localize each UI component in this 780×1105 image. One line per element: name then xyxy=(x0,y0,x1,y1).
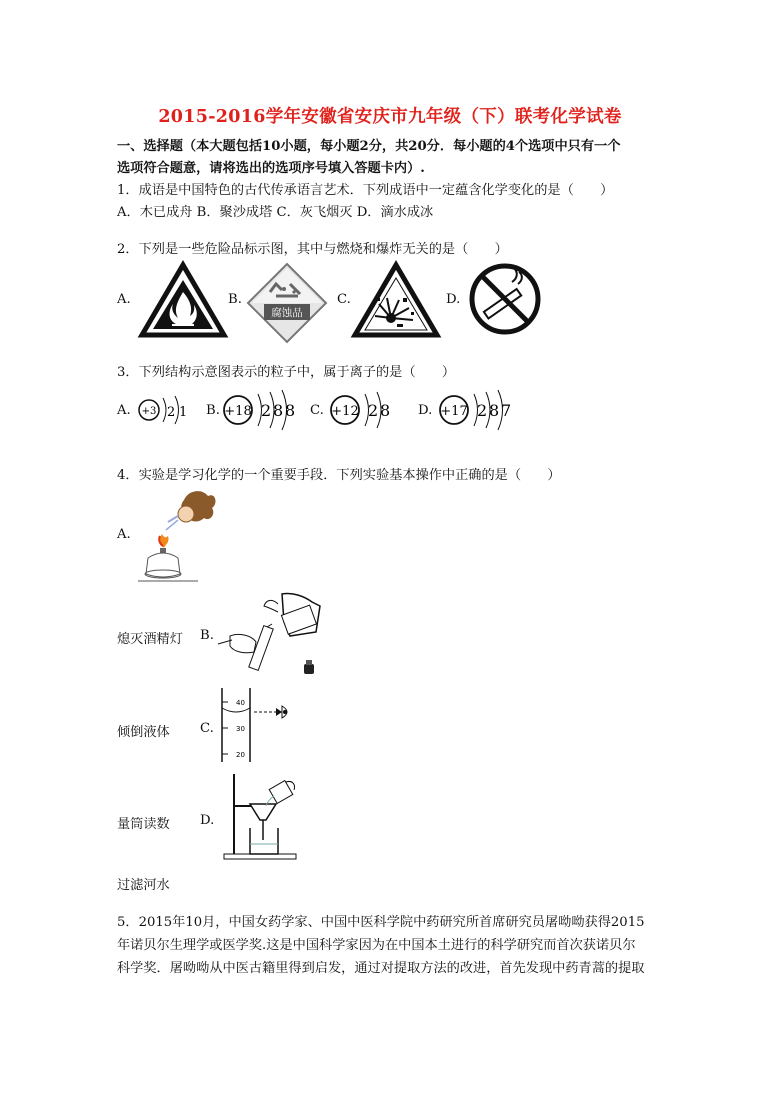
q5-line2: 年诺贝尔生理学或医学奖.这是中国科学家因为在中国本土进行的科学研究而首次获诺贝尔 xyxy=(117,938,636,953)
q3-stem: 3．下列结构示意图表示的粒子中，属于离子的是（ ） xyxy=(117,365,456,380)
q4-caption-b: 倾倒液体 xyxy=(117,725,170,740)
q3-label-b: B. xyxy=(206,403,220,418)
q5-line3: 科学奖．屠呦呦从中医古籍里得到启发，通过对提取方法的改进，首先发现中药青蒿的提取 xyxy=(117,961,645,976)
atom-d-shell-3: 7 xyxy=(501,401,512,420)
scale-tick-40: 40 xyxy=(236,699,245,707)
atom-diagram-a xyxy=(135,390,195,434)
atom-diagram-d xyxy=(437,388,517,436)
q3-label-c: C. xyxy=(310,403,324,418)
q2-label-c: C. xyxy=(337,292,351,307)
scale-tick-20: 20 xyxy=(236,751,245,759)
atom-b-nucleus: +18 xyxy=(224,404,252,419)
q4-caption-c: 量筒读数 xyxy=(117,817,170,832)
atom-a-shell-2: 1 xyxy=(179,405,188,420)
blow-out-lamp-illustration xyxy=(138,486,218,582)
atom-diagram-b xyxy=(221,388,301,436)
q4-caption-d: 过滤河水 xyxy=(117,878,170,893)
flammable-sign-icon xyxy=(140,262,226,338)
atom-c-shell-2: 8 xyxy=(380,401,391,420)
explosive-sign-icon xyxy=(353,262,439,338)
q3-label-d: D. xyxy=(418,403,433,418)
pour-liquid-illustration xyxy=(218,590,330,682)
q3-label-a: A. xyxy=(117,403,131,418)
corrosive-sign-text: 腐蚀品 xyxy=(271,307,303,319)
q4-caption-a: 熄灭酒精灯 xyxy=(117,632,183,647)
corrosive-sign-icon xyxy=(246,262,328,344)
atom-c-nucleus: +12 xyxy=(331,404,359,419)
q2-label-b: B. xyxy=(228,292,242,307)
graduated-cylinder-illustration xyxy=(218,688,298,764)
atom-a-nucleus: +3 xyxy=(141,406,157,417)
no-smoking-sign-icon xyxy=(468,262,542,336)
atom-b-shell-3: 8 xyxy=(285,401,296,420)
atom-d-shell-2: 8 xyxy=(489,401,500,420)
atom-b-shell-1: 2 xyxy=(261,401,272,420)
q4-label-c: C. xyxy=(200,721,214,736)
atom-a-shell-1: 2 xyxy=(167,405,176,420)
q2-stem: 2．下列是一些危险品标示图，其中与燃烧和爆炸无关的是（ ） xyxy=(117,242,508,257)
atom-b-shell-2: 8 xyxy=(273,401,284,420)
page-title: 2015-2016学年安徽省安庆市九年级（下）联考化学试卷 xyxy=(158,107,622,127)
atom-d-nucleus: +17 xyxy=(440,404,468,419)
q2-label-a: A. xyxy=(117,292,131,307)
section1-line1: 一、选择题（本大题包括10小题，每小题2分，共20分．每小题的4个选项中只有一个 xyxy=(117,139,621,154)
q1-stem: 1．成语是中国特色的古代传承语言艺术．下列成语中一定蕴含化学变化的是（ ） xyxy=(117,183,614,198)
scale-tick-30: 30 xyxy=(236,725,245,733)
q1-options: A．木已成舟 B．聚沙成塔 C．灰飞烟灭 D．滴水成冰 xyxy=(117,205,434,220)
q5-line1: 5．2015年10月，中国女药学家、中国中医科学院中药研究所首席研究员屠呦呦获得2015 xyxy=(117,915,645,930)
atom-d-shell-1: 2 xyxy=(477,401,488,420)
atom-diagram-c xyxy=(328,388,398,436)
filtration-illustration xyxy=(220,770,306,862)
atom-c-shell-1: 2 xyxy=(368,401,379,420)
section1-line2: 选项符合题意，请将选出的选项序号填入答题卡内）. xyxy=(117,161,425,176)
q2-label-d: D. xyxy=(446,292,461,307)
q4-label-b: B. xyxy=(200,628,214,643)
q4-label-d: D. xyxy=(200,813,215,828)
q4-stem: 4．实验是学习化学的一个重要手段．下列实验基本操作中正确的是（ ） xyxy=(117,468,561,483)
q4-label-a: A. xyxy=(117,527,131,542)
